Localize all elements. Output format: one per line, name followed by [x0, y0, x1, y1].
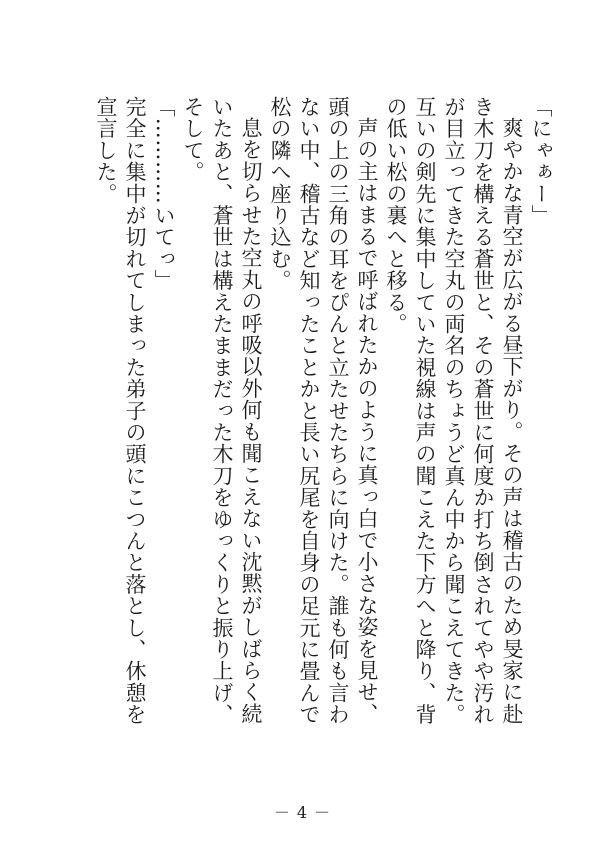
- paragraph-dialogue-meow: 「にゃぁー」: [529, 96, 553, 227]
- paragraph-silence: 息を切らせた空丸の呼吸以外何も聞こえない沈黙がしばらく続いたあと、蒼世は構えたままだった木刀をゆっくりと振り上げ、そして。: [181, 96, 263, 726]
- vertical-text-body: [94, 96, 555, 736]
- paragraph-break-declared: 完全に集中が切れてしまった弟子の頭にこつんと落とし、休憩を宣言した。: [94, 96, 147, 726]
- paragraph-dialogue-ouch: 「…………いてっ」: [152, 96, 176, 292]
- paragraph-sky-scene: 爽やかな青空が広がる昼下がり。その声は稽古のため旻家に赴き木刀を構える蒼世と、その蒼世に何度か打ち倒されてやや汚れが目立ってきた空丸の両名のちょうど真ん中から聞こえてきた。互いの剣先に集中していた視線は声の聞こえた下方へと降り、背の低い松の裏へと移る。: [384, 96, 524, 726]
- paragraph-white-cat: 声の主はまるで呼ばれたかのように真っ白で小さな姿を見せ、頭の上の三角の耳をぴんと立たせたちらに向けた。誰も何も言わない中、稽古など知ったことかと長い尻尾を自身の足元に畳んで松の隣へ座り込む。: [268, 96, 379, 726]
- page-number: － 4 －: [273, 803, 332, 822]
